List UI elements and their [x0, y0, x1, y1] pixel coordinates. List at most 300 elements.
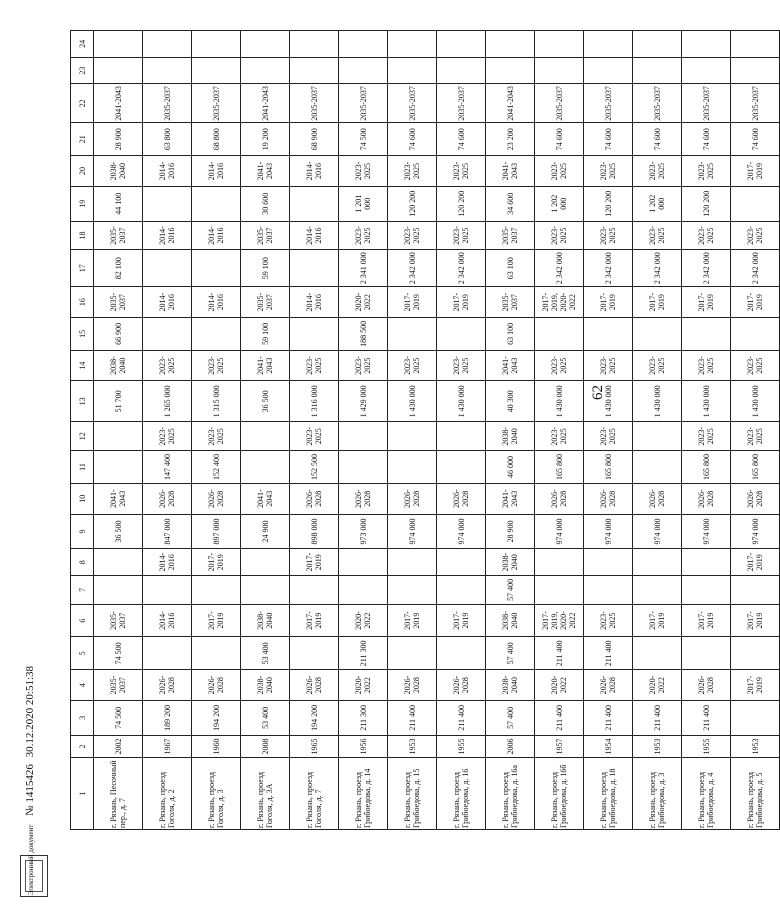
table-cell: 211 400 [633, 700, 682, 735]
table-cell: 2014-2016 [290, 156, 339, 187]
footer-doc-info [24, 666, 36, 895]
table-cell: 2026-2028 [731, 483, 780, 514]
table-cell [192, 637, 241, 670]
table-cell: 211 300 [339, 637, 388, 670]
table-cell: 974 000 [682, 514, 731, 549]
table-cell [731, 186, 780, 221]
address-cell: г. Рязань, проезд Грибоедова, д. 14 [339, 758, 388, 830]
column-header-16: 16 [71, 287, 94, 318]
table-cell [633, 451, 682, 484]
table-cell [682, 637, 731, 670]
table-cell: 57 400 [486, 637, 535, 670]
table-cell [731, 576, 780, 605]
page-number: 62 [590, 385, 606, 400]
table-cell: 2026-2028 [388, 483, 437, 514]
table-cell: 1 201 000 [339, 186, 388, 221]
table-cell [633, 637, 682, 670]
table-cell [731, 317, 780, 350]
column-header-8: 8 [71, 549, 94, 576]
table-cell [437, 422, 486, 451]
table-cell: 165 800 [682, 451, 731, 484]
table-row [94, 31, 143, 830]
table-cell: 2026-2028 [437, 670, 486, 701]
table-cell: 2041-2043 [241, 156, 290, 187]
table-cell: 1 430 000 [682, 381, 731, 422]
table-cell: 211 400 [437, 700, 486, 735]
table-cell: 188 500 [339, 317, 388, 350]
table-cell: 2035-2037 [339, 84, 388, 123]
address-cell: г. Рязань, проезд Грибоедова, д. 16 [437, 758, 486, 830]
table-cell: 63 100 [486, 317, 535, 350]
table-cell [192, 186, 241, 221]
table-cell [143, 576, 192, 605]
table-cell: 2038-2040 [241, 670, 290, 701]
table-cell: 120 200 [388, 186, 437, 221]
table-row [339, 31, 388, 830]
table-cell [535, 57, 584, 84]
table-cell: 1955 [437, 735, 486, 758]
table-cell: 28 900 [486, 514, 535, 549]
table-cell: 2026-2028 [584, 483, 633, 514]
table-cell: 74 600 [437, 123, 486, 156]
table-cell: 1956 [339, 735, 388, 758]
table-cell: 74 600 [388, 123, 437, 156]
address-cell: г. Рязань, проезд Грибоедова, д. 16б [535, 758, 584, 830]
address-cell: г. Рязань, проезд Гоголя, д. 3 [192, 758, 241, 830]
table-cell [339, 57, 388, 84]
table-cell: 1 430 000 [731, 381, 780, 422]
table-cell: 2035-2037 [290, 84, 339, 123]
column-header-10: 10 [71, 483, 94, 514]
stamp-label: Электронный документ [27, 824, 35, 895]
table-cell: 2017-2019 [731, 156, 780, 187]
table-cell [192, 57, 241, 84]
address-cell: г. Рязань, проезд Гоголя, д. 2 [143, 758, 192, 830]
table-cell: 2023-2025 [192, 350, 241, 381]
table-cell [584, 317, 633, 350]
table-cell: 2023-2025 [535, 221, 584, 250]
table-cell [290, 576, 339, 605]
table-cell: 2023-2025 [437, 221, 486, 250]
table-cell: 165 800 [731, 451, 780, 484]
table-cell: 57 400 [486, 576, 535, 605]
column-header-5: 5 [71, 637, 94, 670]
table-cell [241, 576, 290, 605]
table-cell: 2002 [94, 735, 143, 758]
table-cell [682, 31, 731, 58]
table-cell: 2041-2043 [241, 483, 290, 514]
table-cell: 2017-2019 [731, 287, 780, 318]
table-cell [486, 31, 535, 58]
table-cell: 2 342 000 [633, 250, 682, 287]
column-header-9: 9 [71, 514, 94, 549]
table-cell [486, 57, 535, 84]
column-header-11: 11 [71, 451, 94, 484]
table-cell: 2023-2025 [339, 156, 388, 187]
table-cell: 2026-2028 [633, 483, 682, 514]
table-cell: 2014-2016 [143, 287, 192, 318]
table-cell: 120 200 [437, 186, 486, 221]
table-cell: 2014-2016 [192, 287, 241, 318]
table-cell: 2035-2037 [584, 84, 633, 123]
table-cell: 2017-2019 [388, 287, 437, 318]
table-cell: 2026-2028 [290, 483, 339, 514]
table-row [241, 31, 290, 830]
table-cell: 2026-2028 [143, 670, 192, 701]
table-cell [535, 31, 584, 58]
table-cell: 2 342 000 [682, 250, 731, 287]
table-cell: 2041-2043 [486, 156, 535, 187]
table-cell [388, 637, 437, 670]
table-cell: 2020-2022 [535, 670, 584, 701]
table-cell [535, 549, 584, 576]
table-cell [682, 549, 731, 576]
table-cell: 2035-2037 [94, 604, 143, 637]
table-cell [633, 31, 682, 58]
table-cell: 211 400 [388, 700, 437, 735]
table-cell: 68 900 [290, 123, 339, 156]
housing-repair-table [70, 30, 780, 830]
table-cell: 2008 [241, 735, 290, 758]
column-header-6: 6 [71, 604, 94, 637]
table-cell: 2041-2043 [486, 483, 535, 514]
table-cell: 2023-2025 [682, 156, 731, 187]
table-cell: 2014-2016 [192, 221, 241, 250]
table-cell: 2006 [486, 735, 535, 758]
table-row [682, 31, 731, 830]
table-cell: 1967 [143, 735, 192, 758]
table-cell: 2035-2037 [241, 221, 290, 250]
table-cell: 2041-2043 [94, 84, 143, 123]
column-header-21: 21 [71, 123, 94, 156]
table-cell: 1 429 000 [339, 381, 388, 422]
column-header-13: 13 [71, 381, 94, 422]
table-cell: 2035-2037 [143, 84, 192, 123]
table-cell: 68 800 [192, 123, 241, 156]
table-cell: 2035-2037 [241, 287, 290, 318]
table-cell [192, 317, 241, 350]
column-header-14: 14 [71, 350, 94, 381]
table-cell: 2023-2025 [584, 156, 633, 187]
table-cell: 19 200 [241, 123, 290, 156]
table-cell: 2014-2016 [143, 604, 192, 637]
table-cell: 2035-2037 [486, 221, 535, 250]
doc-timestamp: 30.12.2020 20:51:38 [24, 665, 36, 758]
table-cell: 2038-2040 [94, 156, 143, 187]
table-cell: 53 400 [241, 700, 290, 735]
table-cell [94, 422, 143, 451]
address-cell: г. Рязань, проезд Гоголя, д. 7 [290, 758, 339, 830]
table-cell [192, 250, 241, 287]
table-cell [290, 186, 339, 221]
table-cell: 1953 [731, 735, 780, 758]
table-cell: 211 400 [535, 700, 584, 735]
table-cell: 2026-2028 [682, 483, 731, 514]
table-cell [339, 31, 388, 58]
table-cell: 82 100 [94, 250, 143, 287]
table-cell: 2038-2040 [486, 422, 535, 451]
table-cell: 2 342 000 [731, 250, 780, 287]
column-header-24: 24 [71, 31, 94, 58]
table-cell: 2038-2040 [241, 604, 290, 637]
table-cell: 2023-2025 [143, 350, 192, 381]
table-cell: 2035-2037 [388, 84, 437, 123]
table-cell [682, 317, 731, 350]
table-row [633, 31, 682, 830]
table-cell [535, 576, 584, 605]
table-cell: 1953 [388, 735, 437, 758]
table-row [535, 31, 584, 830]
table-cell [731, 31, 780, 58]
table-cell: 40 300 [486, 381, 535, 422]
column-header-12: 12 [71, 422, 94, 451]
table-cell [143, 250, 192, 287]
table-cell: 2026-2028 [339, 483, 388, 514]
table-cell [143, 637, 192, 670]
column-header-7: 7 [71, 576, 94, 605]
table-cell: 2035-2037 [486, 287, 535, 318]
table-cell: 2026-2028 [290, 670, 339, 701]
table-cell: 2026-2028 [192, 670, 241, 701]
table-cell: 2023-2025 [339, 350, 388, 381]
table-cell: 2038-2040 [486, 670, 535, 701]
table-cell: 2017-2019, 2020-2022 [535, 604, 584, 637]
table-cell: 2026-2028 [192, 483, 241, 514]
table-cell: 847 000 [143, 514, 192, 549]
table-cell: 2041-2043 [241, 350, 290, 381]
table-cell [143, 31, 192, 58]
column-header-2: 2 [71, 735, 94, 758]
column-header-22: 22 [71, 84, 94, 123]
table-cell: 1953 [633, 735, 682, 758]
table-cell: 152 400 [192, 451, 241, 484]
table-cell [339, 451, 388, 484]
table-cell: 2038-2040 [486, 604, 535, 637]
table-cell: 2020-2022 [339, 287, 388, 318]
table-cell: 2041-2043 [94, 483, 143, 514]
table-cell [437, 451, 486, 484]
table-cell: 897 000 [192, 514, 241, 549]
table-cell [731, 700, 780, 735]
table-row [486, 31, 535, 830]
table-cell [241, 422, 290, 451]
table-cell: 2 342 000 [437, 250, 486, 287]
table-cell: 2023-2025 [633, 221, 682, 250]
table-cell: 194 200 [192, 700, 241, 735]
table-cell [388, 451, 437, 484]
doc-number: 1415426 [24, 764, 36, 803]
table-cell [241, 451, 290, 484]
table-cell: 2023-2025 [682, 221, 731, 250]
table-cell: 1954 [584, 735, 633, 758]
column-header-18: 18 [71, 221, 94, 250]
table-cell: 2023-2025 [437, 156, 486, 187]
table-cell: 2 342 000 [388, 250, 437, 287]
table-cell: 973 000 [339, 514, 388, 549]
table-cell: 36 500 [94, 514, 143, 549]
table-cell [633, 57, 682, 84]
table-cell [584, 576, 633, 605]
table-cell: 44 100 [94, 186, 143, 221]
table-cell: 2017-2019 [437, 287, 486, 318]
table-cell: 1 430 000 [633, 381, 682, 422]
table-cell: 2 342 000 [584, 250, 633, 287]
table-cell: 2023-2025 [290, 422, 339, 451]
table-cell: 1 265 000 [143, 381, 192, 422]
table-cell [143, 317, 192, 350]
table-cell: 2038-2040 [94, 350, 143, 381]
table-cell: 974 000 [388, 514, 437, 549]
table-cell: 2017-2019 [731, 670, 780, 701]
table-cell: 1960 [192, 735, 241, 758]
table-cell [437, 31, 486, 58]
table-cell: 211 400 [535, 637, 584, 670]
table-cell: 211 400 [682, 700, 731, 735]
table-cell: 74 600 [682, 123, 731, 156]
table-cell: 2023-2025 [192, 422, 241, 451]
table-cell [388, 57, 437, 84]
table-cell: 2023-2025 [682, 422, 731, 451]
table-cell [388, 317, 437, 350]
table-cell: 2023-2025 [584, 350, 633, 381]
table-cell: 57 400 [486, 700, 535, 735]
table-cell: 34 600 [486, 186, 535, 221]
table-cell: 2023-2025 [682, 350, 731, 381]
table-cell: 898 000 [290, 514, 339, 549]
table-cell [584, 57, 633, 84]
table-cell: 2020-2022 [339, 604, 388, 637]
table-cell: 2023-2025 [731, 350, 780, 381]
table-cell [388, 31, 437, 58]
table-cell [535, 317, 584, 350]
table-cell [584, 31, 633, 58]
table-cell: 74 600 [535, 123, 584, 156]
table-cell: 147 400 [143, 451, 192, 484]
table-cell [192, 31, 241, 58]
table-cell: 23 200 [486, 123, 535, 156]
table-row [290, 31, 339, 830]
table-cell [94, 57, 143, 84]
table-row [437, 31, 486, 830]
table-cell [633, 422, 682, 451]
table-cell [143, 57, 192, 84]
table-cell: 2035-2037 [192, 84, 241, 123]
column-header-19: 19 [71, 186, 94, 221]
doc-number-prefix: № [24, 802, 36, 816]
table-cell: 974 000 [731, 514, 780, 549]
table-cell [388, 549, 437, 576]
table-cell: 2023-2025 [584, 221, 633, 250]
table-cell: 120 200 [682, 186, 731, 221]
table-cell [731, 637, 780, 670]
table-cell: 974 000 [535, 514, 584, 549]
table-cell: 2014-2016 [143, 221, 192, 250]
table-cell: 120 200 [584, 186, 633, 221]
column-header-23: 23 [71, 57, 94, 84]
table-cell: 974 000 [584, 514, 633, 549]
table-cell: 2017-2019 [290, 549, 339, 576]
table-cell: 2023-2025 [535, 422, 584, 451]
address-cell: г. Рязань, Песочный пер., д. 7 [94, 758, 143, 830]
column-header-1: 1 [71, 758, 94, 830]
table-cell: 211 400 [584, 700, 633, 735]
table-cell: 165 800 [584, 451, 633, 484]
table-cell [437, 576, 486, 605]
table-cell [290, 250, 339, 287]
table-cell [388, 422, 437, 451]
table-cell: 2023-2025 [388, 156, 437, 187]
address-cell: г. Рязань, проезд Грибоедова, д. 5 [731, 758, 780, 830]
table-cell [290, 317, 339, 350]
table-cell: 74 500 [94, 637, 143, 670]
table-cell: 152 500 [290, 451, 339, 484]
table-cell: 74 600 [633, 123, 682, 156]
table-cell [241, 57, 290, 84]
table-cell: 2023-2025 [633, 156, 682, 187]
table-cell: 2 341 000 [339, 250, 388, 287]
table-cell: 2041-2043 [486, 350, 535, 381]
address-cell: г. Рязань, проезд Грибоедова, д. 3 [633, 758, 682, 830]
table-cell [241, 549, 290, 576]
table-cell: 1965 [290, 735, 339, 758]
table-cell [437, 57, 486, 84]
table-cell: 2023-2025 [290, 350, 339, 381]
table-cell: 24 900 [241, 514, 290, 549]
table-cell: 2023-2025 [584, 422, 633, 451]
table-cell: 63 100 [486, 250, 535, 287]
table-cell: 74 600 [731, 123, 780, 156]
table-cell [339, 549, 388, 576]
table-cell: 46 000 [486, 451, 535, 484]
table-cell: 2035-2037 [94, 221, 143, 250]
table-cell [388, 576, 437, 605]
table-cell: 2014-2016 [290, 221, 339, 250]
table-cell [192, 576, 241, 605]
address-cell: г. Рязань, проезд Грибоедова, д. 4 [682, 758, 731, 830]
column-header-4: 4 [71, 670, 94, 701]
column-header-15: 15 [71, 317, 94, 350]
table-cell: 194 200 [290, 700, 339, 735]
table-cell: 2035-2037 [731, 84, 780, 123]
table-cell: 1 316 000 [290, 381, 339, 422]
table-cell: 2026-2028 [535, 483, 584, 514]
table-cell: 2026-2028 [143, 483, 192, 514]
table-cell: 2023-2025 [535, 350, 584, 381]
table-cell: 2014-2016 [290, 287, 339, 318]
table-cell: 66 900 [94, 317, 143, 350]
header-row [71, 31, 94, 830]
table-cell: 74 500 [94, 700, 143, 735]
table-cell: 2026-2028 [584, 670, 633, 701]
table-cell: 2017-2019 [290, 604, 339, 637]
table-cell: 1955 [682, 735, 731, 758]
table-cell: 2026-2028 [682, 670, 731, 701]
table-cell: 2014-2016 [143, 156, 192, 187]
table-cell: 2023-2025 [731, 221, 780, 250]
table-cell: 2023-2025 [535, 156, 584, 187]
table-cell: 1 430 000 [388, 381, 437, 422]
table-cell: 2017-2019 [633, 287, 682, 318]
table-cell [437, 637, 486, 670]
table-cell: 2035-2037 [94, 287, 143, 318]
table-cell: 2017-2019 [682, 604, 731, 637]
table-cell [94, 31, 143, 58]
table-cell: 2035-2037 [682, 84, 731, 123]
table-cell: 2017-2019 [633, 604, 682, 637]
table-cell: 2026-2028 [388, 670, 437, 701]
table-cell [633, 576, 682, 605]
table-cell: 1 202 000 [633, 186, 682, 221]
